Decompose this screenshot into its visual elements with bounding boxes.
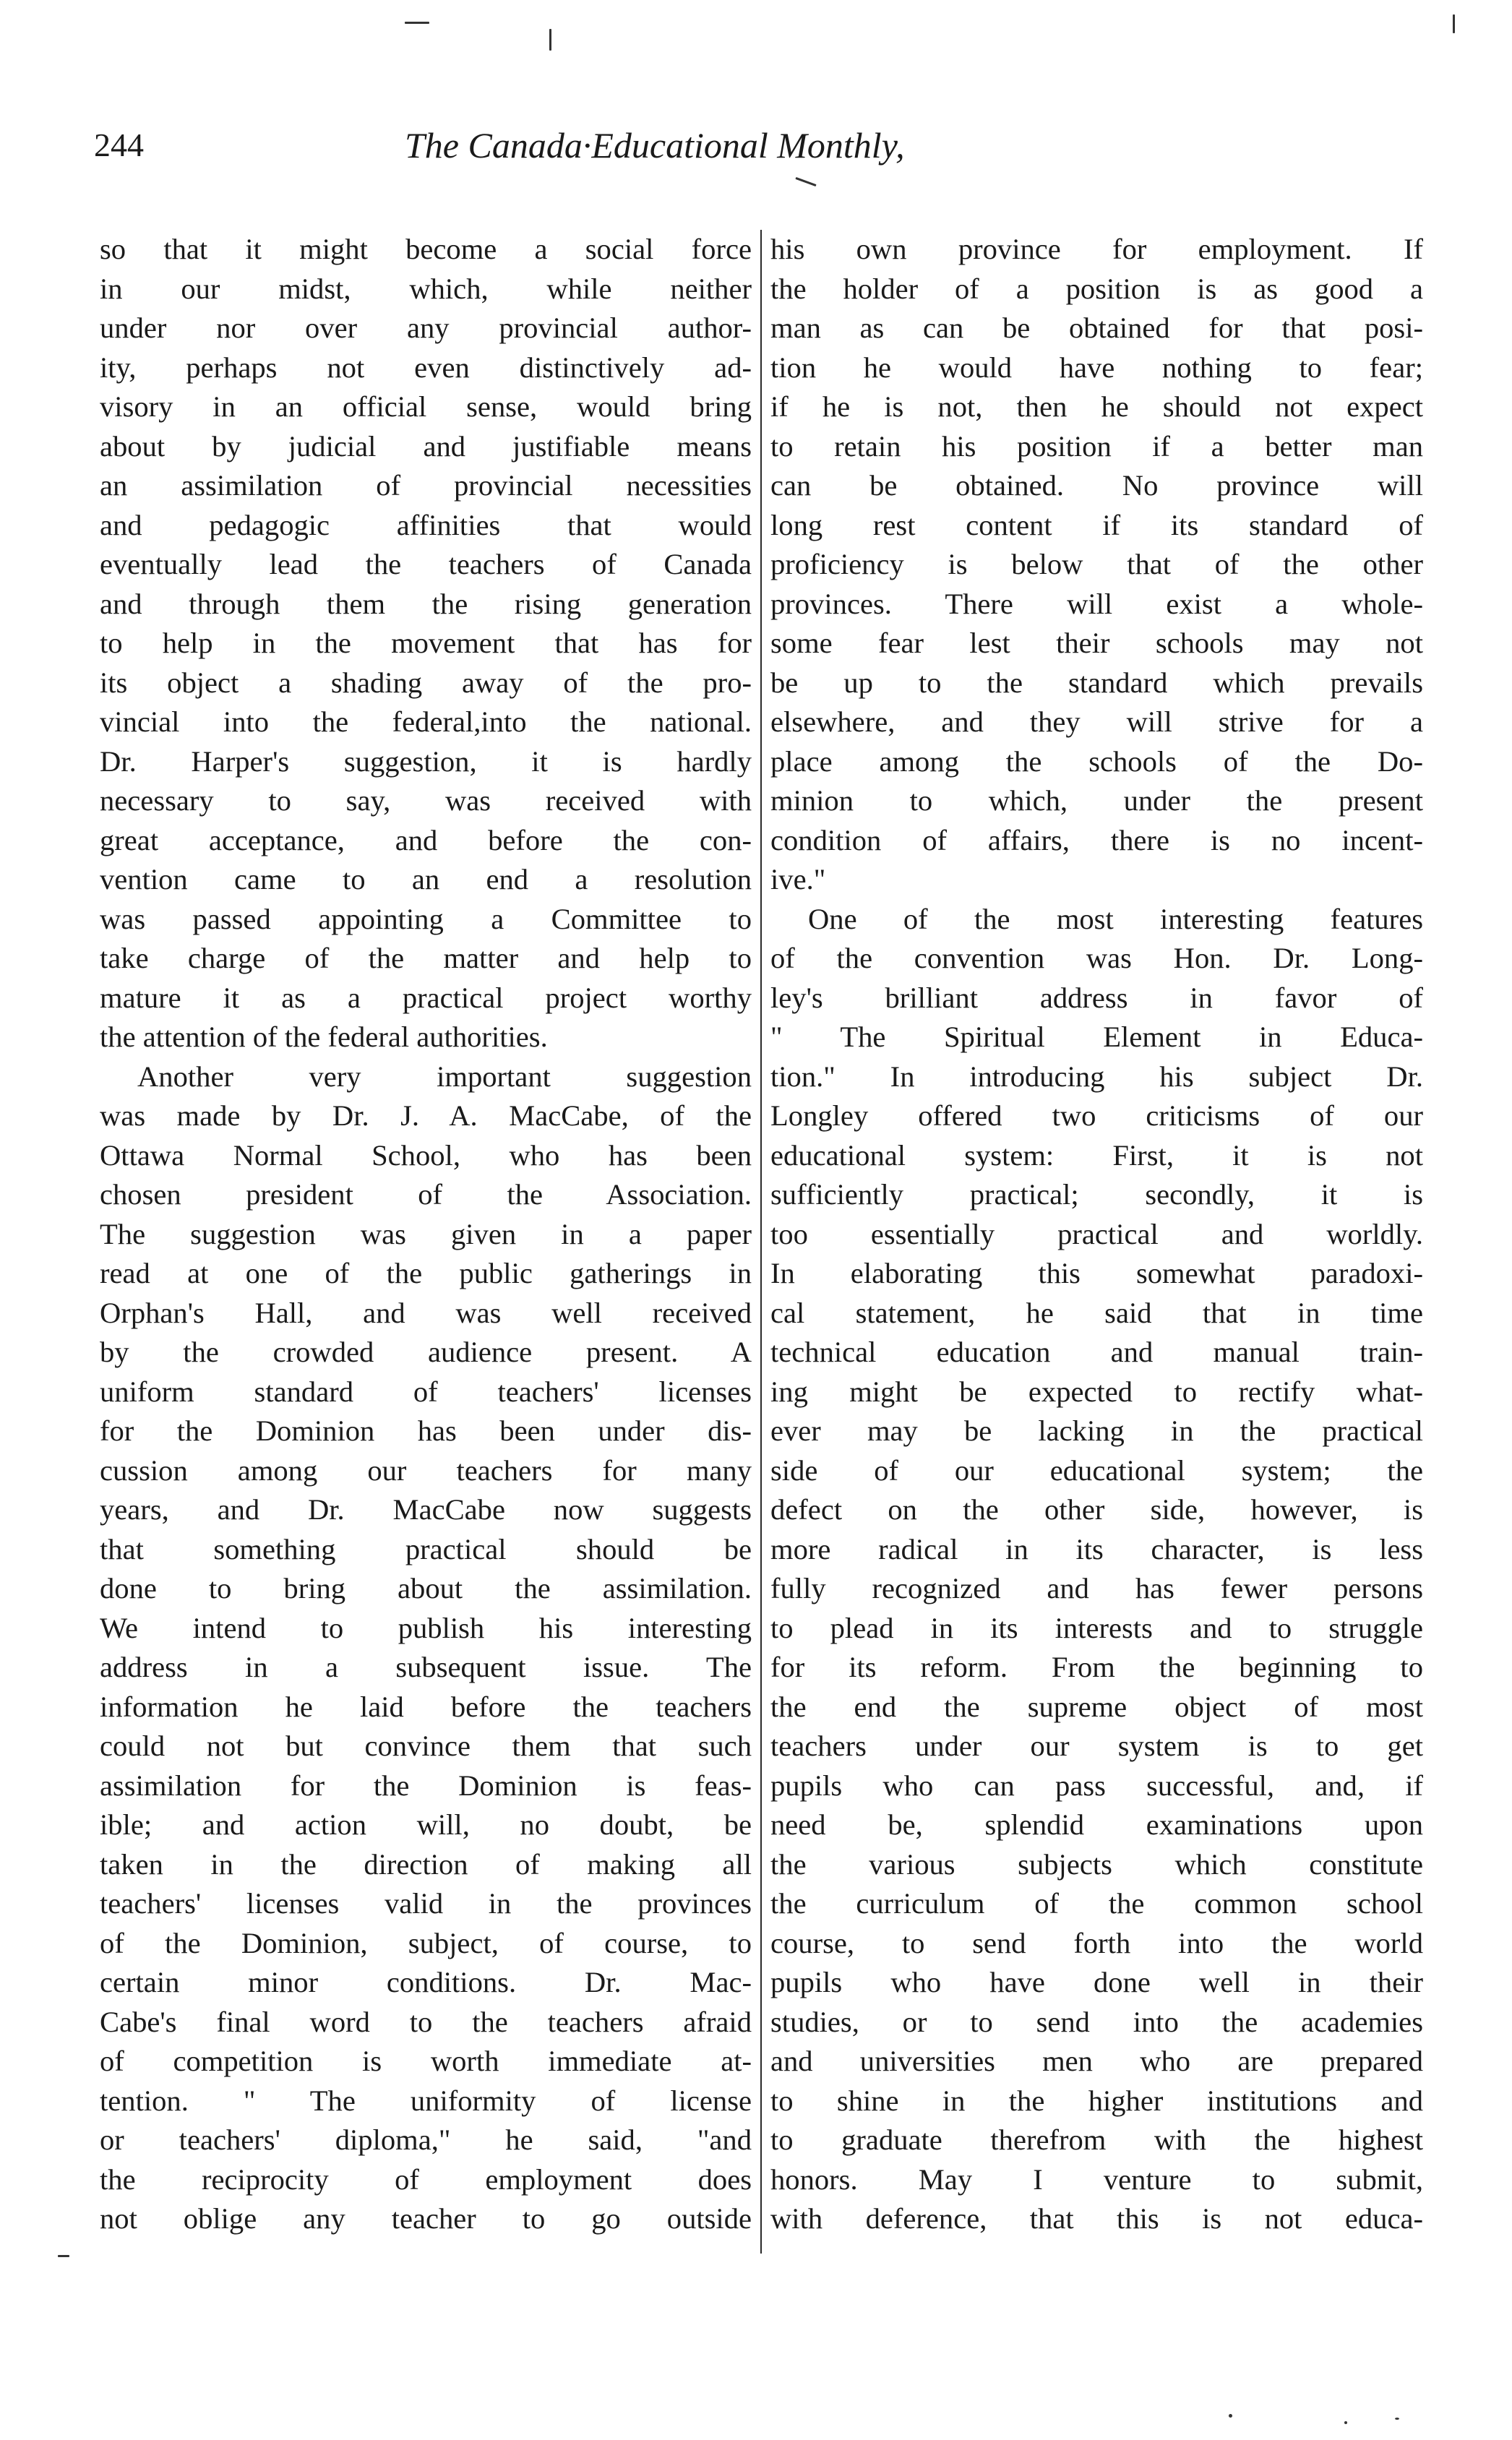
text-line: of the Dominion, subject, of course, to: [100, 1926, 752, 1959]
text-line: ity, perhaps not even distinctively ad-: [100, 351, 752, 384]
text-line: more radical in its character, is less: [770, 1532, 1423, 1565]
text-line: to graduate therefrom with the highest: [770, 2123, 1423, 2156]
scan-speck: [58, 2255, 69, 2257]
scan-speck: [549, 29, 551, 51]
text-line: technical education and manual train-: [770, 1336, 1423, 1368]
text-line: and pedagogic affinities that would: [100, 508, 752, 541]
text-line: done to bring about the assimilation.: [100, 1572, 752, 1605]
text-line: too essentially practical and worldly.: [770, 1217, 1423, 1250]
text-line: or teachers' diploma," he said, "and: [100, 2123, 752, 2156]
text-line: if he is not, then he should not expect: [770, 390, 1423, 423]
text-line: educational system: First, it is not: [770, 1138, 1423, 1172]
scan-speck: [795, 177, 816, 186]
text-line: tion." In introducing his subject Dr.: [770, 1060, 1423, 1093]
text-line: In elaborating this somewhat paradoxi-: [770, 1257, 1423, 1289]
text-line: cussion among our teachers for many: [100, 1453, 752, 1487]
text-line: the reciprocity of employment does: [100, 2162, 752, 2196]
text-line: the curriculum of the common school: [770, 1887, 1423, 1920]
text-line: vention came to an end a resolution: [100, 863, 752, 895]
text-line: was passed appointing a Committee to: [100, 902, 752, 935]
column-divider: [760, 230, 762, 2254]
text-line: certain minor conditions. Dr. Mac-: [100, 1966, 752, 1998]
scan-speck: [1229, 2414, 1232, 2418]
text-line: the end the supreme object of most: [770, 1690, 1423, 1723]
text-line: that something practical should be: [100, 1532, 752, 1565]
text-line: with deference, that this is not educa-: [770, 2202, 1423, 2235]
text-line: proficiency is below that of the other: [770, 548, 1423, 580]
text-line: of competition is worth immediate at-: [100, 2045, 752, 2077]
text-line: Ottawa Normal School, who has been: [100, 1138, 752, 1172]
text-line: years, and Dr. MacCabe now suggests: [100, 1493, 752, 1526]
text-line: great acceptance, and before the con-: [100, 823, 752, 856]
text-line: Cabe's final word to the teachers afraid: [100, 2005, 752, 2038]
text-line: necessary to say, was received with: [100, 784, 752, 817]
text-line: One of the most interesting features: [808, 902, 1423, 935]
scan-speck: [1344, 2421, 1347, 2424]
text-line: tion he would have nothing to fear;: [770, 351, 1423, 384]
text-line: Orphan's Hall, and was well received: [100, 1296, 752, 1329]
right-column: [770, 230, 1423, 2239]
text-line: teachers' licenses valid in the provinces: [100, 1887, 752, 1920]
text-line: to shine in the higher institutions and: [770, 2084, 1423, 2117]
text-line: need be, splendid examinations upon: [770, 1808, 1423, 1841]
text-line: cal statement, he said that in time: [770, 1296, 1423, 1329]
text-line: its object a shading away of the pro-: [100, 666, 752, 699]
text-line: tention. " The uniformity of license: [100, 2084, 752, 2117]
text-line: ley's brilliant address in favor of: [770, 981, 1423, 1014]
text-line: and through them the rising generation: [100, 587, 752, 620]
text-line: fully recognized and has fewer persons: [770, 1572, 1423, 1605]
text-line: and universities men who are prepared: [770, 2045, 1423, 2077]
text-line: " The Spiritual Element in Educa-: [770, 1021, 1423, 1053]
text-line: uniform standard of teachers' licenses: [100, 1375, 752, 1408]
text-line: studies, or to send into the academies: [770, 2005, 1423, 2038]
text-line: by the crowded audience present. A: [100, 1336, 752, 1368]
text-line: to plead in its interests and to struggle: [770, 1611, 1423, 1644]
text-line: assimilation for the Dominion is feas-: [100, 1769, 752, 1802]
text-line: side of our educational system; the: [770, 1453, 1423, 1487]
text-line: under nor over any provincial author-: [100, 312, 752, 344]
text-line: defect on the other side, however, is: [770, 1493, 1423, 1526]
text-line: take charge of the matter and help to: [100, 942, 752, 974]
text-line: mature it as a practical project worthy: [100, 981, 752, 1014]
text-line: chosen president of the Association.: [100, 1178, 752, 1211]
text-line: honors. May I venture to submit,: [770, 2162, 1423, 2196]
text-line: to retain his position if a better man: [770, 429, 1423, 463]
text-line: could not but convince them that such: [100, 1730, 752, 1762]
text-line: Another very important suggestion: [137, 1060, 752, 1093]
text-line: Longley offered two criticisms of our: [770, 1099, 1423, 1132]
text-line: course, to send forth into the world: [770, 1926, 1423, 1959]
text-line: provinces. There will exist a whole-: [770, 587, 1423, 620]
text-line: address in a subsequent issue. The: [100, 1651, 752, 1683]
text-line: ever may be lacking in the practical: [770, 1414, 1423, 1447]
text-line: for its reform. From the beginning to: [770, 1651, 1423, 1683]
text-line: read at one of the public gatherings in: [100, 1257, 752, 1289]
text-line: about by judicial and justifiable means: [100, 429, 752, 463]
text-line: pupils who can pass successful, and, if: [770, 1769, 1423, 1802]
text-line: to help in the movement that has for: [100, 627, 752, 659]
scan-speck: [1453, 14, 1455, 33]
text-line: was made by Dr. J. A. MacCabe, of the: [100, 1099, 752, 1132]
text-line: eventually lead the teachers of Canada: [100, 548, 752, 580]
text-line: can be obtained. No province will: [770, 469, 1423, 502]
text-line: for the Dominion has been under dis-: [100, 1414, 752, 1447]
text-line: ive.": [770, 863, 826, 895]
text-line: in our midst, which, while neither: [100, 272, 752, 305]
text-line: condition of affairs, there is no incent-: [770, 823, 1423, 856]
text-line: of the convention was Hon. Dr. Long-: [770, 942, 1423, 974]
page-number: 244: [94, 126, 144, 163]
text-line: place among the schools of the Do-: [770, 744, 1423, 778]
text-line: man as can be obtained for that posi-: [770, 312, 1423, 344]
text-line: vincial into the federal,into the national.: [100, 705, 752, 738]
text-line: ible; and action will, no doubt, be: [100, 1808, 752, 1841]
text-line: The suggestion was given in a paper: [100, 1217, 752, 1250]
scan-speck: [405, 22, 429, 24]
scan-speck: [1395, 2418, 1399, 2420]
text-line: be up to the standard which prevails: [770, 666, 1423, 699]
text-line: long rest content if its standard of: [770, 508, 1423, 541]
text-line: information he laid before the teachers: [100, 1690, 752, 1723]
text-line: elsewhere, and they will strive for a: [770, 705, 1423, 738]
text-line: taken in the direction of making all: [100, 1847, 752, 1881]
running-title: The Canada·Educational Monthly,: [405, 125, 905, 166]
text-line: some fear lest their schools may not: [770, 627, 1423, 659]
text-line: We intend to publish his interesting: [100, 1611, 752, 1644]
text-line: an assimilation of provincial necessities: [100, 469, 752, 502]
text-line: so that it might become a social force: [100, 233, 752, 265]
text-line: his own province for employment. If: [770, 233, 1423, 265]
text-line: visory in an official sense, would bring: [100, 390, 752, 423]
text-line: the holder of a position is as good a: [770, 272, 1423, 305]
text-line: minion to which, under the present: [770, 784, 1423, 817]
text-line: not oblige any teacher to go outside: [100, 2202, 752, 2235]
text-line: sufficiently practical; secondly, it is: [770, 1178, 1423, 1211]
left-column: [100, 230, 752, 2239]
text-line: Dr. Harper's suggestion, it is hardly: [100, 744, 752, 778]
text-line: the attention of the federal authorities.: [100, 1021, 548, 1053]
text-line: teachers under our system is to get: [770, 1730, 1423, 1762]
text-line: pupils who have done well in their: [770, 1966, 1423, 1998]
text-line: the various subjects which constitute: [770, 1847, 1423, 1881]
text-line: ing might be expected to rectify what-: [770, 1375, 1423, 1408]
